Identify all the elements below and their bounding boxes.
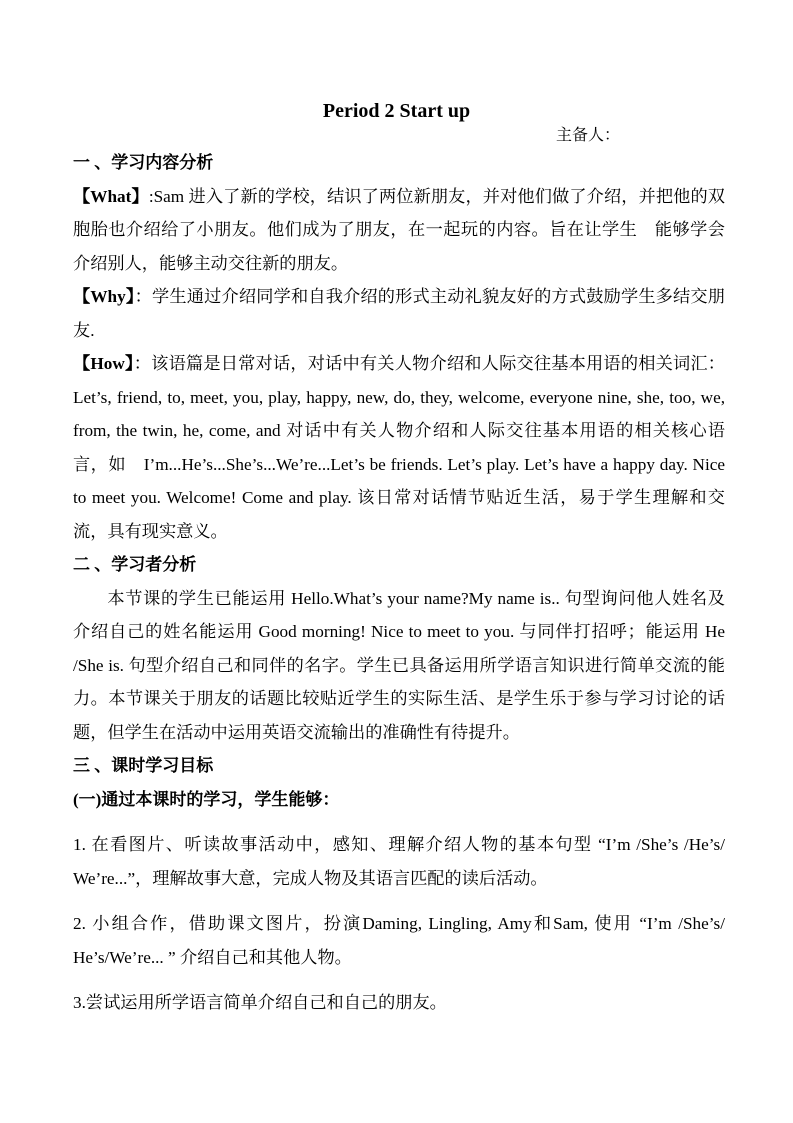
learner-analysis-paragraph: 本节课的学生已能运用 Hello.What’s your name?My name is.. 句型询问他人姓名及介绍自己的姓名能运用 Good morning! Nice to meet to you. 与同伴打招呼；能运用 He /She is. 句型介绍自己和同伴的名字。学生已具备运用所学语言知识进行简单交流的能力。本节课关于朋友的话题比较贴近学生的实际生活、是学生乐于参与学习讨论的话题，但学生在活动中运用英语交流输出的准确性有待提升。 <box>73 588 725 742</box>
section-heading-content-analysis: 一 、学习内容分析 <box>73 153 214 172</box>
how-paragraph <box>73 347 725 548</box>
preparer-label: 主备人： <box>556 127 621 144</box>
what-text: :Sam 进入了新的学校，结识了两位新朋友，并对他们做了介绍，并把他的双胞胎也介绍给了小朋友。他们成为了朋友，在一起玩的内容。旨在让学生 能够学会介绍别人，能够主动交往新的朋友。 <box>73 186 725 273</box>
goal-item-3: 3.尝试运用所学语言简单介绍自己和自己的朋友。 <box>73 993 447 1012</box>
goals-subheading: (一)通过本课时的学习，学生能够： <box>73 789 340 809</box>
page-title: Period 2 Start up <box>322 100 471 122</box>
why-paragraph <box>73 280 725 347</box>
what-label: 【What】 <box>73 186 149 206</box>
why-text: ：学生通过介绍同学和自我介绍的形式主动礼貌友好的方式鼓励学生多结交朋友. <box>73 287 725 340</box>
goal-item-1: 1. 在看图片、听读故事活动中，感知、理解介绍人物的基本句型 “I’m /She’s /He’s/ We’re...”，理解故事大意，完成人物及其语言匹配的读后活动。 <box>73 835 725 888</box>
goal-item-2: 2. 小组合作，借助课文图片，扮演Daming, Lingling, Amy和Sam, 使用 “I’m /She’s/ He’s/We’re... ” 介绍自己和其他人物。 <box>73 914 725 967</box>
how-label: 【How】 <box>73 354 134 373</box>
document-body <box>73 146 725 1020</box>
why-label: 【Why】 <box>73 287 135 306</box>
section-heading-learner-analysis: 二 、学习者分析 <box>73 555 197 574</box>
section-heading-learning-goals: 三 、课时学习目标 <box>73 756 214 775</box>
how-text: ：该语篇是日常对话，对话中有关人物介绍和人际交往基本用语的相关词汇：Let’s, friend, to, meet, you, play, happy, new, do, they, welcome, everyone nine, she, too, we, from, the twin, he, come, and 对话中有关人物介绍和人际交往基本用语的相关核心语言，如 I’m...He’s...She’s...We’re...Let’s be friends. Let’s play. Let’s have a happy day. Nice to meet you. Welcome! Come and play. 该日常对话情节贴近生活，易于学生理解和交流，具有现实意义。 <box>73 354 725 541</box>
what-paragraph <box>73 180 725 281</box>
